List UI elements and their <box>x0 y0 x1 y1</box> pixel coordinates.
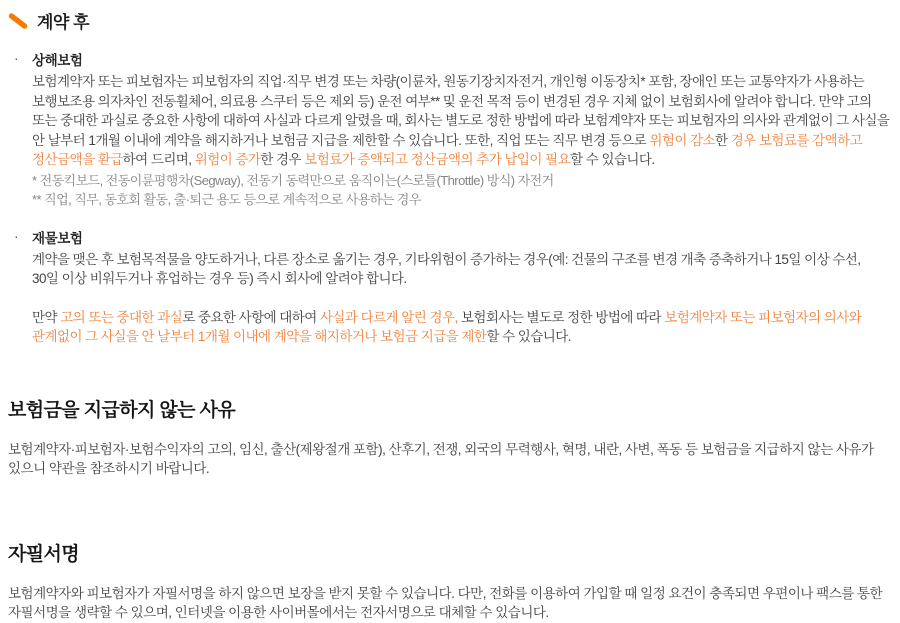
property-insurance-para1: 계약을 맺은 후 보험목적물을 양도하거나, 다른 장소로 옮기는 경우, 기타위험이 증가하는 경우(예: 건물의 구조를 변경 개축 증축하거나 15일 이상 수선, 30일 이상 비워두거나 휴업하는 경우 등) 즉시 회사에 알려야 합니다. <box>32 251 861 286</box>
handwritten-signature-title: 자필서명 <box>8 543 80 565</box>
non-payment-reasons-title: 보험금을 지급하지 않는 사유 <box>8 399 236 421</box>
page-title: 계약 후 <box>37 13 89 32</box>
diagonal-stroke-icon <box>8 13 28 29</box>
property-insurance-para2: 만약 고의 또는 중대한 과실로 중요한 사항에 대하여 사실과 다르게 알린 경우, 보험회사는 별도로 정한 방법에 따라 보험계약자 또는 피보험자의 의사와 관계없이 그 사실을 안 날부터 1개월 이내에 계약을 해지하거나 보험금 지급을 제한할 수 있습니다. <box>32 309 862 344</box>
non-payment-reasons-body: 보험계약자·피보험자·보험수익자의 고의, 임신, 출산(제왕절개 포함), 산후기, 전쟁, 외국의 무력행사, 혁명, 내란, 사변, 폭동 등 보험금을 지급하지 않는 사유가 있으니 약관을 참조하시기 바랍니다. <box>8 441 874 476</box>
list-item-injury-insurance <box>8 49 890 209</box>
section-header-after-contract <box>8 8 890 33</box>
property-insurance-label: 재물보험 <box>32 230 83 246</box>
handwritten-signature-body: 보험계약자와 피보험자가 자필서명을 하지 않으면 보장을 받지 못할 수 있습니다. 다만, 전화를 이용하여 가입할 때 일정 요건이 충족되면 우편이나 팩스를 통한 자필서명을 생략할 수 있으며, 인터넷을 이용한 사이버몰에서는 전자서명으로 대체할 수 있습니다. <box>8 585 883 620</box>
bullet-dot: · <box>14 50 19 66</box>
list-item-property-insurance <box>8 227 890 347</box>
footnotes <box>32 171 890 209</box>
section-handwritten-signature <box>8 539 890 623</box>
bullet-dot: · <box>14 227 19 244</box>
injury-insurance-body: 보험계약자 또는 피보험자는 피보험자의 직업·직무 변경 또는 차량(이륜차, 원동기장치자전거, 개인형 이동장치* 포함, 장애인 또는 교통약자가 사용하는 보행보조용 의자차인 전동휠체어, 의료용 스쿠터 등은 제외 등) 운전 여부** 및 운전 목적 등이 변경된 경우 지체 없이 보험회사에 알려야 합니다. 만약 고의 또는 중대한 과실로 중요한 사항에 대하여 사실과 다르게 알렸을 때, 회사는 별도로 정한 방법에 따라 보험계약자 또는 피보험자의 의사와 관계없이 그 사실을 안 날부터 1개월 이내에 계약을 해지하거나 보험금 지급을 제한할 수 있습니다. 또한, 직업 또는 직무 변경 등으로 위험이 감소한 경우 보험료를 감액하고 정산금액을 환급하여 드리며, 위험이 증가한 경우 보험료가 증액되고 정산금액의 추가 납입이 필요할 수 있습니다. <box>32 74 890 167</box>
footnote-2: ** 직업, 직무, 동호회 활동, 출·퇴근 용도 등으로 계속적으로 사용하는 경우 <box>32 191 421 207</box>
section-non-payment-reasons <box>8 395 890 479</box>
injury-insurance-label: 상해보험 <box>32 53 83 68</box>
footnote-1: * 전동킥보드, 전동이륜평행차(Segway), 전동기 동력만으로 움직이는(스로틀(Throttle) 방식) 자전거 <box>32 172 554 188</box>
